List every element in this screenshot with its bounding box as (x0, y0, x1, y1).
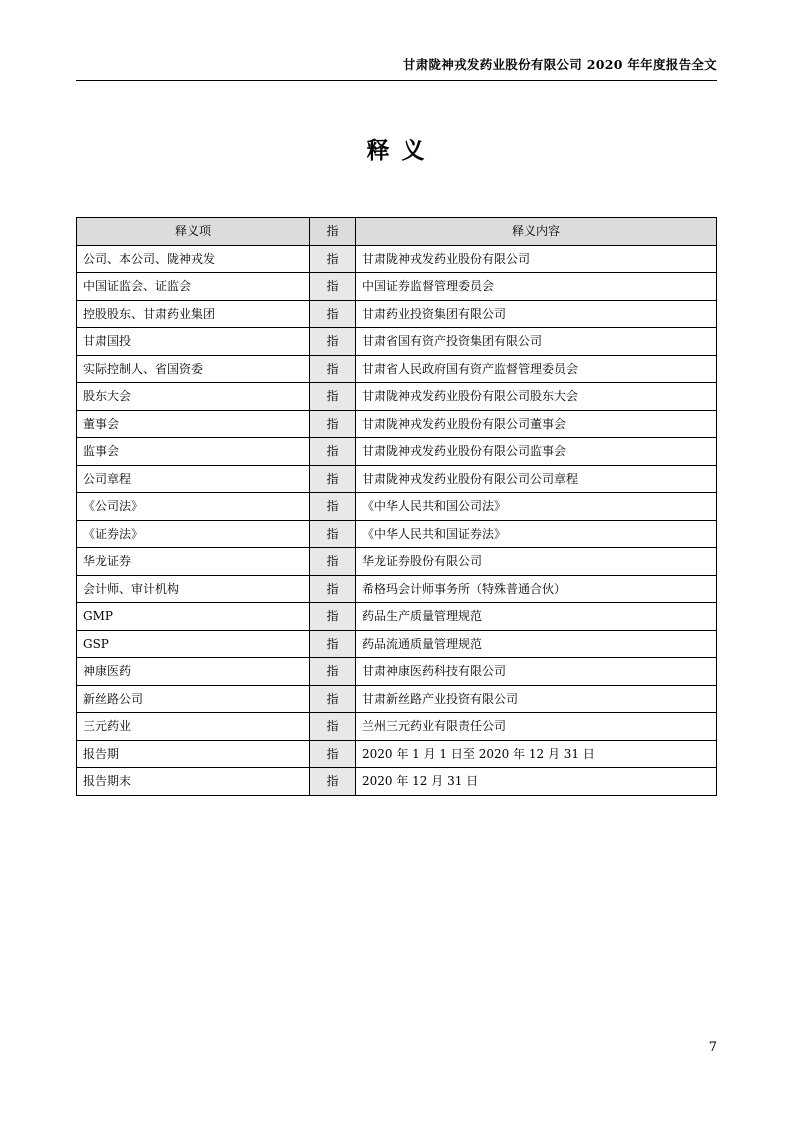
definition-term: 实际控制人、省国资委 (77, 355, 310, 383)
table-row (77, 273, 717, 301)
column-header-content: 释义内容 (356, 218, 717, 246)
table-row (77, 438, 717, 466)
column-header-term: 释义项 (77, 218, 310, 246)
definition-term: 神康医药 (77, 658, 310, 686)
definition-content: 甘肃陇神戎发药业股份有限公司董事会 (356, 410, 717, 438)
table-row (77, 383, 717, 411)
definition-content: 药品流通质量管理规范 (356, 630, 717, 658)
table-row (77, 658, 717, 686)
definition-term: 股东大会 (77, 383, 310, 411)
definition-content: 《中华人民共和国公司法》 (356, 493, 717, 521)
header-divider (76, 80, 717, 81)
definition-content: 希格玛会计师事务所（特殊普通合伙） (356, 575, 717, 603)
definition-marker: 指 (310, 713, 356, 741)
table-row (77, 410, 717, 438)
definition-term: 公司、本公司、陇神戎发 (77, 245, 310, 273)
definition-term: 公司章程 (77, 465, 310, 493)
definition-marker: 指 (310, 685, 356, 713)
definition-term: 三元药业 (77, 713, 310, 741)
definition-content: 甘肃省人民政府国有资产监督管理委员会 (356, 355, 717, 383)
definition-marker: 指 (310, 245, 356, 273)
table-row (77, 740, 717, 768)
definition-marker: 指 (310, 630, 356, 658)
definition-marker: 指 (310, 493, 356, 521)
definition-term: 《证券法》 (77, 520, 310, 548)
table-row (77, 520, 717, 548)
column-header-marker: 指 (310, 218, 356, 246)
table-row (77, 685, 717, 713)
definition-term: 控股股东、甘肃药业集团 (77, 300, 310, 328)
definition-term: 董事会 (77, 410, 310, 438)
definitions-table-body (77, 245, 717, 795)
table-row (77, 768, 717, 796)
definition-content: 2020 年 12 月 31 日 (356, 768, 717, 796)
definition-content: 华龙证券股份有限公司 (356, 548, 717, 576)
definition-marker: 指 (310, 355, 356, 383)
table-row (77, 245, 717, 273)
definition-term: 《公司法》 (77, 493, 310, 521)
running-header: 甘肃陇神戎发药业股份有限公司 2020 年年度报告全文 (402, 57, 717, 72)
definition-term: 报告期 (77, 740, 310, 768)
definition-marker: 指 (310, 520, 356, 548)
page-number: 7 (708, 1040, 717, 1055)
definition-marker: 指 (310, 768, 356, 796)
definition-content: 甘肃陇神戎发药业股份有限公司股东大会 (356, 383, 717, 411)
table-row (77, 603, 717, 631)
definition-marker: 指 (310, 575, 356, 603)
definition-marker: 指 (310, 410, 356, 438)
definition-term: 新丝路公司 (77, 685, 310, 713)
definition-marker: 指 (310, 465, 356, 493)
table-row (77, 548, 717, 576)
definition-marker: 指 (310, 383, 356, 411)
table-row (77, 630, 717, 658)
definition-marker: 指 (310, 603, 356, 631)
definition-content: 药品生产质量管理规范 (356, 603, 717, 631)
definitions-table (76, 217, 717, 796)
definition-content: 《中华人民共和国证券法》 (356, 520, 717, 548)
table-row (77, 465, 717, 493)
definition-term: 中国证监会、证监会 (77, 273, 310, 301)
table-header-row (77, 218, 717, 246)
definition-marker: 指 (310, 658, 356, 686)
definition-term: 监事会 (77, 438, 310, 466)
definition-content: 甘肃神康医药科技有限公司 (356, 658, 717, 686)
definition-content: 中国证券监督管理委员会 (356, 273, 717, 301)
definition-marker: 指 (310, 273, 356, 301)
definition-content: 甘肃药业投资集团有限公司 (356, 300, 717, 328)
table-row (77, 355, 717, 383)
definition-content: 甘肃新丝路产业投资有限公司 (356, 685, 717, 713)
definition-marker: 指 (310, 548, 356, 576)
definition-term: 华龙证券 (77, 548, 310, 576)
definition-term: 会计师、审计机构 (77, 575, 310, 603)
table-row (77, 300, 717, 328)
table-row (77, 328, 717, 356)
definition-term: 报告期末 (77, 768, 310, 796)
definition-marker: 指 (310, 438, 356, 466)
table-row (77, 493, 717, 521)
definition-content: 甘肃省国有资产投资集团有限公司 (356, 328, 717, 356)
definition-content: 甘肃陇神戎发药业股份有限公司监事会 (356, 438, 717, 466)
definition-marker: 指 (310, 328, 356, 356)
table-row (77, 575, 717, 603)
table-row (77, 713, 717, 741)
definition-content: 甘肃陇神戎发药业股份有限公司 (356, 245, 717, 273)
definition-term: GMP (77, 603, 310, 631)
definition-marker: 指 (310, 300, 356, 328)
definition-content: 兰州三元药业有限责任公司 (356, 713, 717, 741)
definition-term: GSP (77, 630, 310, 658)
definition-marker: 指 (310, 740, 356, 768)
definition-content: 2020 年 1 月 1 日至 2020 年 12 月 31 日 (356, 740, 717, 768)
definition-content: 甘肃陇神戎发药业股份有限公司公司章程 (356, 465, 717, 493)
page-title: 释 义 (366, 137, 427, 164)
definition-term: 甘肃国投 (77, 328, 310, 356)
